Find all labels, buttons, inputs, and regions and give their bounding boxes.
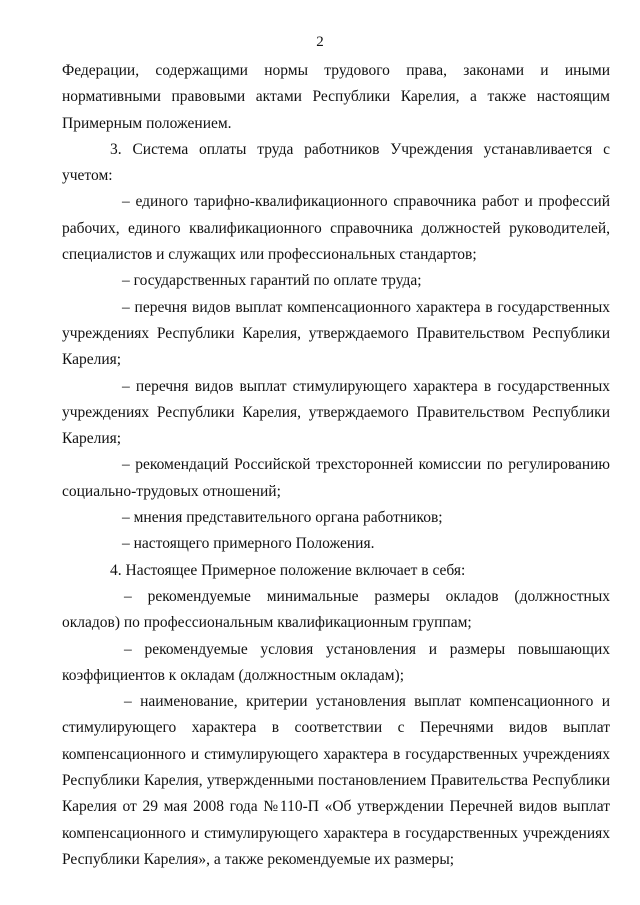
list-item: – перечня видов выплат компенсационного характера в государственных учреждениях Республики Карелия, утверждаемого Правительством Республики Карелия; [62,298,610,369]
list-item: – мнения представительного органа работников; [122,509,443,527]
page-number: 2 [316,34,324,50]
list-item: – перечня видов выплат стимулирующего характера в государственных учреждениях Республики Карелия, утверждаемого Правительством Республики Карелия; [62,377,610,448]
list-item: – рекомендуемые минимальные размеры окладов (должностных окладов) по профессиональным квалификационным группам; [62,587,610,632]
document-body [62,58,610,873]
list-item: – единого тарифно-квалификационного справочника работ и профессий рабочих, единого квалификационного справочника должностей руководителей, специалистов и служащих или профессиональных стандартов; [62,193,610,264]
paragraph-intro: Федерации, содержащими нормы трудового права, законами и иными нормативными правовыми актами Республики Карелия, а также настоящим Примерным положением. [62,62,610,132]
list-item: – государственных гарантий по оплате труда; [122,272,422,290]
list-item: – рекомендаций Российской трехсторонней комиссии по регулированию социально-трудовых отношений; [62,456,610,500]
list-item: – рекомендуемые условия установления и размеры повышающих коэффициентов к окладам (должностным окладам); [62,640,610,684]
paragraph-section-4: 4. Настоящее Примерное положение включает в себя: [110,561,466,579]
list-item: – настоящего примерного Положения. [122,535,375,553]
list-item: – наименование, критерии установления выплат компенсационного и стимулирующего характера в соответствии с Перечнями видов выплат компенсационного и стимулирующего характера в государственных учреждениях Республики Карелия, утвержденными постановлением Правительства Республики Карелия от 29 мая 2008 года №110-П «Об утверждении Перечней видов выплат компенсационного и стимулирующего характера в государственных учреждениях Республики Карелия», а также рекомендуемые их размеры; [62,693,610,868]
paragraph-section-3: 3. Система оплаты труда работников Учреждения устанавливается с учетом: [62,140,610,185]
